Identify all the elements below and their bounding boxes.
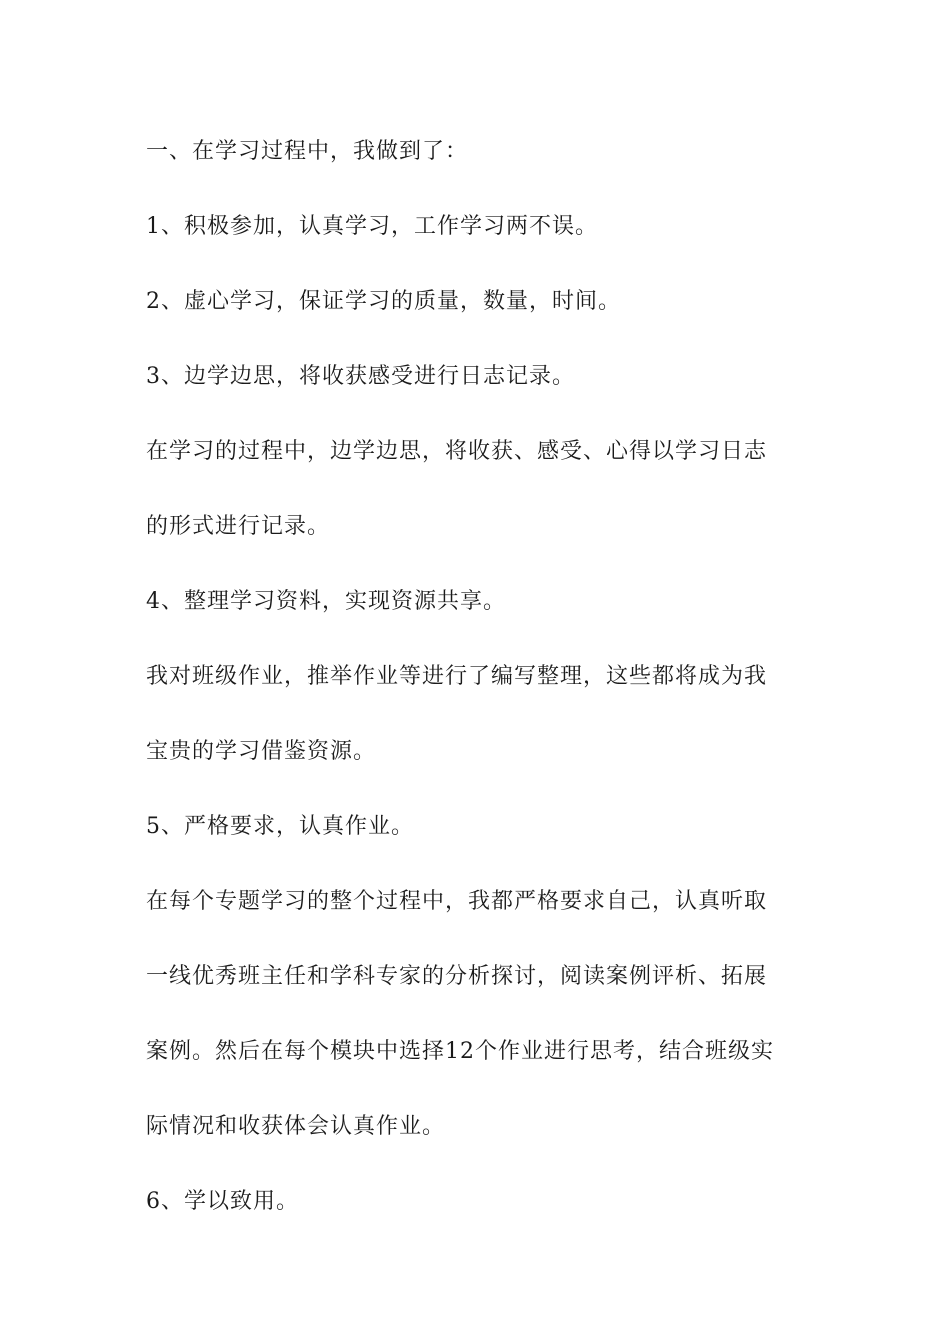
paragraph-line: 在学习的过程中，边学边思，将收获、感受、心得以学习日志	[146, 439, 768, 464]
list-item-4: 4、整理学习资料，实现资源共享。	[146, 589, 506, 614]
paragraph-line: 际情况和收获体会认真作业。	[146, 1114, 446, 1139]
paragraph-line: 案例。然后在每个模块中选择12个作业进行思考，结合班级实	[146, 1039, 774, 1064]
list-item-5: 5、严格要求，认真作业。	[146, 814, 414, 839]
paragraph-line: 在每个专题学习的整个过程中，我都严格要求自己，认真听取	[146, 889, 768, 914]
list-item-6: 6、学以致用。	[146, 1189, 299, 1214]
paragraph-line: 我对班级作业，推举作业等进行了编写整理，这些都将成为我	[146, 664, 768, 689]
list-item-2: 2、虚心学习，保证学习的质量，数量，时间。	[146, 289, 621, 314]
heading-line: 一、在学习过程中，我做到了：	[146, 139, 469, 164]
list-item-1: 1、积极参加，认真学习，工作学习两不误。	[146, 214, 598, 239]
paragraph-line: 一线优秀班主任和学科专家的分析探讨，阅读案例评析、拓展	[146, 964, 768, 989]
paragraph-line: 宝贵的学习借鉴资源。	[146, 739, 377, 764]
paragraph-line: 的形式进行记录。	[146, 514, 331, 539]
list-item-3: 3、边学边思，将收获感受进行日志记录。	[146, 364, 575, 389]
